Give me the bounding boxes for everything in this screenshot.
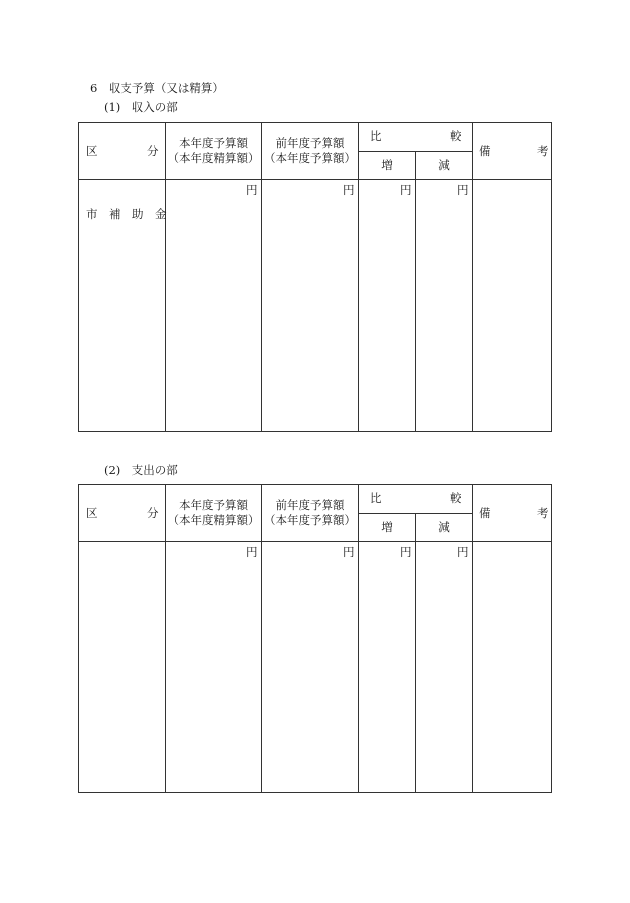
- income-header-category-1: 区: [86, 144, 98, 158]
- expense-header-previous: 前年度予算額 （本年度予算額）: [264, 498, 356, 527]
- income-unit-current: 円: [246, 183, 258, 197]
- expense-unit-increase: 円: [400, 545, 412, 559]
- income-header-compare-2: 較: [450, 129, 462, 143]
- expense-unit-previous: 円: [343, 545, 355, 559]
- expense-header-decrease: 減: [438, 520, 450, 534]
- expense-header-category-1: 区: [86, 506, 98, 520]
- expense-header-increase: 増: [381, 520, 393, 534]
- expense-header-remarks-2: 考: [537, 506, 549, 520]
- expense-unit-current: 円: [246, 545, 258, 559]
- income-unit-decrease: 円: [457, 183, 469, 197]
- expense-title: (2) 支出の部: [104, 463, 178, 477]
- section-title: 6 収支予算（又は精算）: [90, 81, 224, 95]
- income-unit-previous: 円: [343, 183, 355, 197]
- income-row-category: 市 補 助 金: [86, 207, 167, 221]
- income-header-current: 本年度予算額 （本年度精算額）: [167, 136, 260, 165]
- income-header-previous: 前年度予算額 （本年度予算額）: [264, 136, 356, 165]
- expense-header-compare-1: 比: [370, 491, 382, 505]
- expense-header-current: 本年度予算額 （本年度精算額）: [167, 498, 260, 527]
- income-header-decrease: 減: [438, 158, 450, 172]
- income-header-remarks-2: 考: [537, 144, 549, 158]
- income-header-increase: 増: [381, 158, 393, 172]
- expense-header-category-2: 分: [147, 506, 159, 520]
- income-header-remarks-1: 備: [479, 144, 491, 158]
- income-unit-increase: 円: [400, 183, 412, 197]
- expense-unit-decrease: 円: [457, 545, 469, 559]
- income-table: [78, 122, 552, 432]
- expense-header-compare-2: 較: [450, 491, 462, 505]
- income-header-compare-1: 比: [370, 129, 382, 143]
- income-title: (1) 収入の部: [104, 100, 178, 114]
- income-header-category-2: 分: [147, 144, 159, 158]
- expense-header-remarks-1: 備: [479, 506, 491, 520]
- expense-table: [78, 484, 552, 793]
